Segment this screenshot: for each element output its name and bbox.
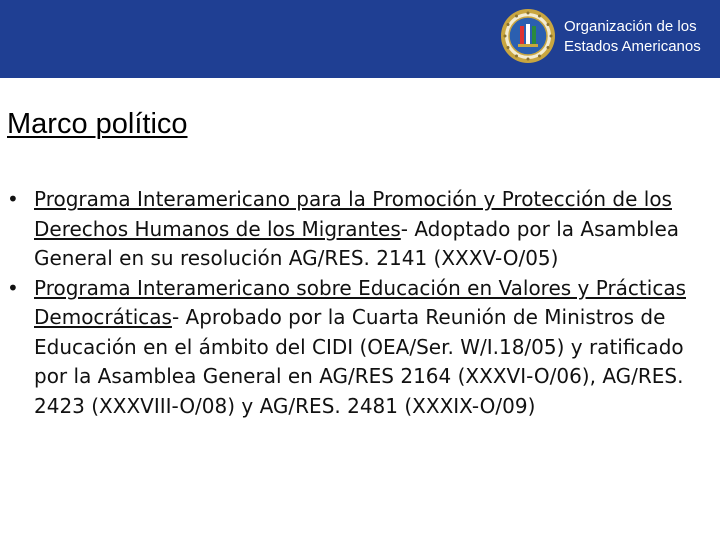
oas-seal-icon — [500, 8, 556, 64]
org-name-line2: Estados Americanos — [564, 38, 701, 55]
bullet-item — [7, 274, 717, 422]
bullet-text: - Aprobado por la Cuarta Reunión de Ministros de Educación en el ámbito del CIDI (OEA/Ser. W/I.18/05) y ratificado por la Asamblea General en AG/RES 2164 (XXXVI-O/06), AG/RES. 2423 (XXXVIII-O/08) y AG/RES. 2481 (XXXIX-O/09) — [34, 305, 684, 418]
bullet-item — [7, 185, 717, 274]
org-name-line1: Organización de los — [564, 18, 697, 35]
bullet-dot-icon: • — [7, 275, 19, 300]
bullet-text: - Adoptado por la Asamblea General en su resolución AG/RES. 2141 (XXXV-O/05) — [34, 216, 680, 270]
bullet-list — [7, 185, 717, 421]
program-link-education[interactable]: Programa Interamericano sobre Educación en Valores y Prácticas Democráticas — [34, 275, 686, 329]
slide-title: Marco político — [7, 108, 188, 140]
header-bar — [0, 0, 720, 78]
bullet-dot-icon: • — [7, 187, 19, 211]
organization-name — [564, 17, 714, 57]
program-link-migrants[interactable]: Programa Interamericano para la Promoción y Protección de los Derechos Humanos de los Migrantes — [34, 187, 672, 241]
